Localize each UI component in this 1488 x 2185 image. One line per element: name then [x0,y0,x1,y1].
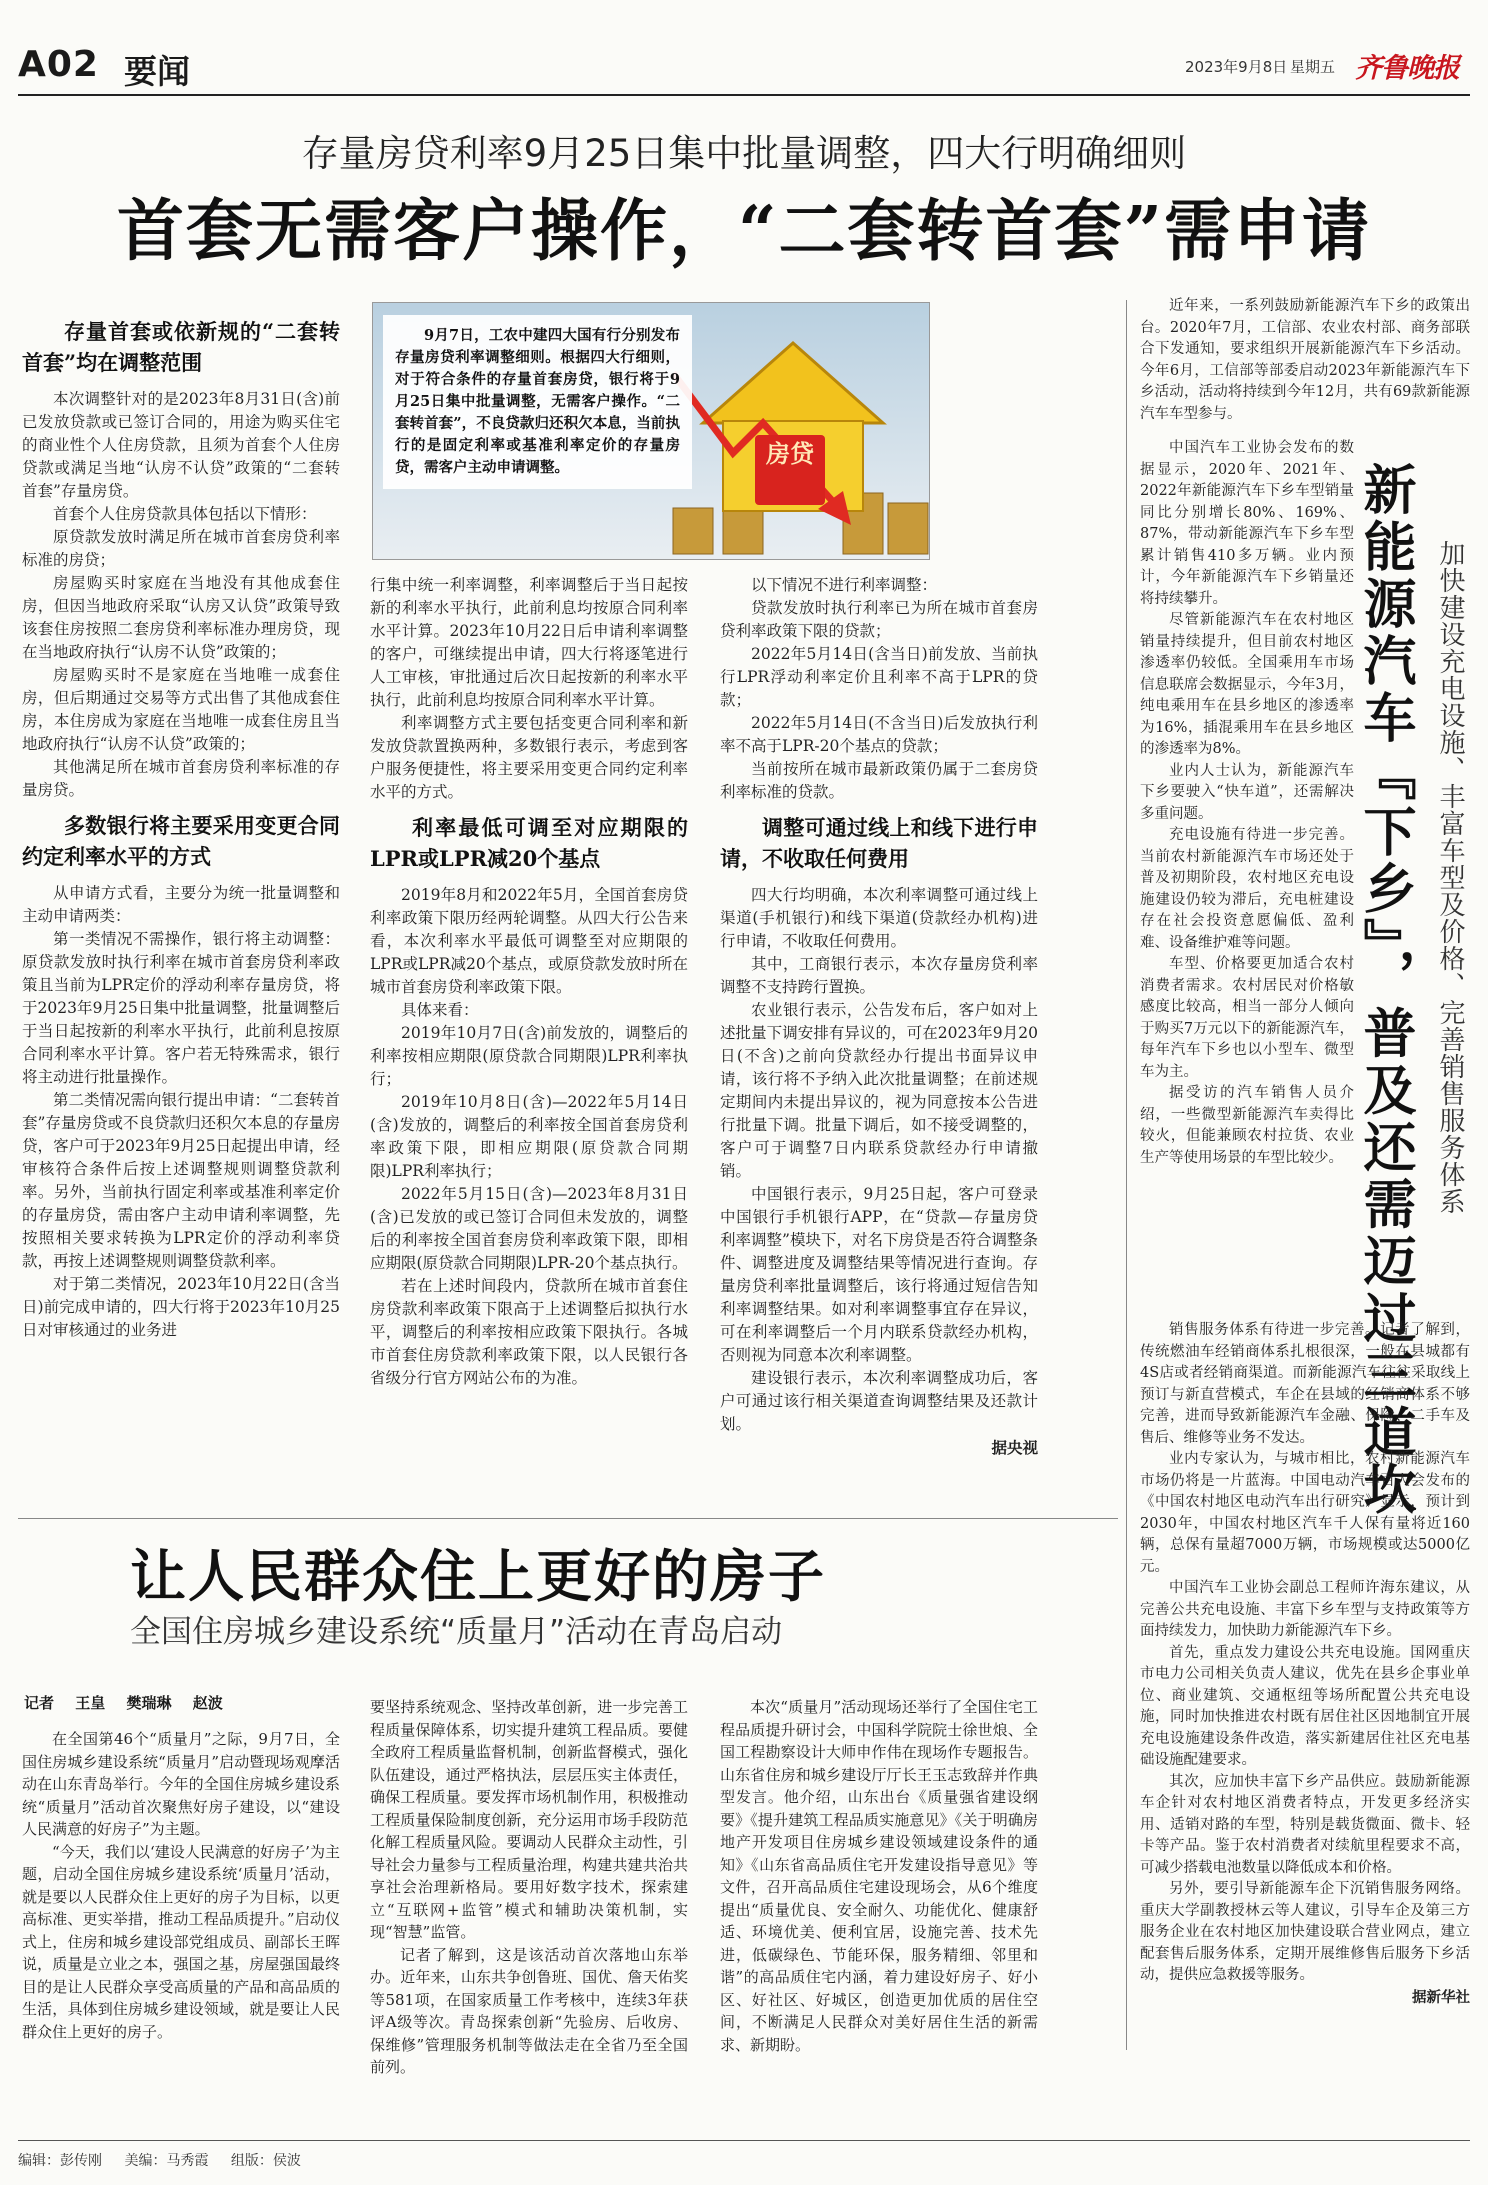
paragraph: 本次“质量月”活动现场还举行了全国住宅工程品质提升研讨会，中国科学院院士徐世烺、全国工程勘察设计大师申作伟在现场作专题报告。山东省住房和城乡建设厅厅长王玉志致辞并作典型发言。他介绍，山东出台《质量强省建设纲要》《提升建筑工程品质实施意见》《关于明确房地产开发项目住房城乡建设领域建设条件的通知》《山东省高品质住宅开发建设指导意见》等文件，召开高品质住宅建设现场会，从6个维度提出“质量优良、安全耐久、功能优化、健康舒适、环境优美、便利宜居，设施完善、技术先进，低碳绿色、节能环保，服务精细、邻里和谐”的高品质住宅内涵，着力建设好房子、好小区、好社区、好城区，创造更加优质的居住空间，不断满足人民群众对美好居住生活的新需求、新期盼。 [720,1698,1038,2054]
paragraph: 近年来，一系列鼓励新能源汽车下乡的政策出台。2020年7月，工信部、农业农村部、商务部联合下发通知，要求组织开展新能源汽车下乡活动。今年6月，工信部等部委启动2023年新能源汽车下乡活动，活动将持续到今年12月，共有69款新能源汽车车型参与。 [1140,298,1470,422]
paragraph: 以下情况不进行利率调整： [751,576,938,594]
paragraph: 2022年5月14日(含当日)前发放、当前执行LPR浮动利率定价且利率不高于LPR的贷款； [720,645,1038,709]
page-number: A02 [18,44,99,85]
paragraph: 2019年10月8日(含)—2022年5月14日(含)发放的，调整后的利率按全国首套房贷利率政策下限，即相应期限(原贷款合同期限)LPR利率执行； [370,1093,688,1180]
story1-subtitle: 存量房贷利率9月25日集中批量调整，四大行明确细则 [301,132,1187,175]
paragraph: 记者了解到，这是该活动首次落地山东举办。近年来，山东共争创鲁班、国优、詹天佑奖等581项，在国家质量工作考核中，连续3年获评A级等次。青岛探索创新“先验房、后收房、保维修”管理服务机制等做法走在全省乃至全国前列。 [370,1945,688,2076]
paragraph: 尽管新能源汽车在农村地区销量持续提升，但目前农村地区渗透率仍较低。全国乘用车市场信息联席会数据显示，今年3月，纯电乘用车在县乡地区的渗透率为16%，插混乘用车在县乡地区的渗透率为8%。 [1140,612,1354,757]
story1-title: 首套无需客户操作，“二套转首套”需申请 [116,191,1372,270]
paragraph: 建设银行表示，本次利率调整成功后，客户可通过该行相关渠道查询调整结果及还款计划。 [720,1369,1038,1433]
paragraph: 第二类情况需向银行提出申请：“二套转首套”存量房贷或不良贷款归还积欠本息的存量房贷，客户可于2023年9月25日起提出申请，经审核符合条件后按上述调整规则调整贷款利率。另外，当前执行固定利率或基准利率定价的存量房贷，需由客户主动申请利率调整，先按照相关要求转换为LPR定价的浮动利率贷款，再按上述调整规则调整贷款利率。 [22,1091,340,1270]
story2-byline [24,1692,239,1713]
story1-column-2 [370,574,688,1390]
paragraph: 从申请方式看，主要分为统一批量调整和主动申请两类： [22,884,340,925]
paragraph: 当前按所在城市最新政策仍属于二套房贷利率标准的贷款。 [720,760,1038,801]
paragraph: 其次，应加快丰富下乡产品供应。鼓励新能源车企针对农村地区消费者特点，开发更多经济实用、适销对路的车型，特别是载货微面、微卡、轻卡等产品。鉴于农村消费者对续航里程要求不高，可减少搭载电池数量以降低成本和价格。 [1140,1773,1470,1876]
footer-credits [18,2150,319,2170]
paragraph: 车型、价格要更加适合农村消费者需求。农村居民对价格敏感度比较高，相当一部分人倾向于购买7万元以下的新能源汽车，每年汽车下乡也以小型车、微型车为主。 [1140,956,1354,1080]
paragraph: 具体来看： [401,1001,479,1019]
paragraph: 利率调整方式主要包括变更合同利率和新发放贷款置换两种，多数银行表示，考虑到客户服务便捷性，将主要采用变更合同约定利率水平的方式。 [370,714,688,801]
paragraph: 2019年10月7日(含)前发放的，调整后的利率按相应期限(原贷款合同期限)LPR利率执行； [370,1024,688,1088]
paragraph: 若在上述时间段内，贷款所在城市首套住房贷款利率政策下限高于上述调整后拟执行水平，调整后的利率按相应政策下限执行。各城市首套住房贷款利率政策下限，以人民银行各省级分行官方网站公布的为准。 [370,1277,688,1387]
paragraph: 要坚持系统观念、坚持改革创新，进一步完善工程质量保障体系，切实提升建筑工程品质。要健全政府工程质量监督机制，创新监督模式，强化队伍建设，通过严格执法，层层压实主体责任，确保工程质量。要发挥市场机制作用，积极推动工程质量保险制度创新，充分运用市场手段防范化解工程质量风险。要调动人民群众主动性，引导社会力量参与工程质量治理，构建共建共治共享社会治理新格局。要用好数字技术，探索建立“互联网+监管”模式和辅助决策机制，实现“智慧”监管。 [370,1698,688,1941]
paragraph: 第一类情况不需操作，银行将主动调整：原贷款发放时执行利率在城市首套房贷利率政策且当前为LPR定价的浮动利率存量房贷，将于2023年9月25日集中批量调整，批量调整后于当日起按新的利率水平执行，此前利息按原合同利率水平计算。客户若无特殊需求，银行将主动进行批量操作。 [22,930,340,1086]
story2-column-3 [720,1696,1038,2056]
story3-middle [1140,438,1354,1169]
story2-title: 让人民群众住上更好的房子 [130,1544,826,1610]
paragraph: “今天，我们以‘建设人民满意的好房子’为主题，启动全国住房城乡建设系统‘质量月’活动，就是要以人民群众住上更好的房子为目标，以更高标准、更实举措，推动工程品质提升。”启动仪式上，住房和城乡建设部党组成员、副部长王晖说，质量是立业之本，强国之基，房屋强国最终目的是让人民群众享受高质量的产品和高品质的生活，具体到住房城乡建设领域，就是要让人民群众住上更好的房子。 [22,1842,340,2041]
story3-bottom [1140,1320,1470,2008]
paragraph: 对于第二类情况，2023年10月22日(含当日)前完成申请的，四大行将于2023年10月25日对审核通过的业务进 [22,1275,340,1339]
photo-caption: 9月7日，工农中建四大国有行分别发布存量房贷利率调整细则。根据四大行细则，对于符合条件的存量首套房贷，银行将于9月25日集中批量调整，无需客户操作。“二套转首套”，不良贷款归还积欠本息，当前执行的是固定利率或基准利率定价的存量房贷，需客户主动申请调整。 [383,315,692,489]
paragraph: 行集中统一利率调整，利率调整后于当日起按新的利率水平执行，此前利息均按原合同利率水平计算。2023年10月22日后申请利率调整的客户，可继续提出申请，四大行将逐笔进行人工审核，审批通过后次日起按新的利率水平执行，此前利息均按原合同利率水平计算。 [370,576,688,709]
byline-author: 赵波 [192,1694,223,1712]
paragraph: 其中，工商银行表示，本次存量房贷利率调整不支持跨行置换。 [720,955,1038,996]
story1-credit: 据央视 [991,1438,1038,1457]
story2-column-2 [370,1696,688,2079]
paragraph: 中国汽车工业协会副总工程师许海东建议，从完善公共充电设施、丰富下乡车型与支持政策等方面持续发力，加快助力新能源汽车下乡。 [1140,1580,1470,1639]
story3-top [1140,296,1470,425]
paragraph: 房屋购买时家庭在当地没有其他成套住房，但因当地政府采取“认房又认贷”政策导致该套住房按照二套房贷利率标准办理房贷，现在当地政府执行“认房不认贷”政策的； [22,574,340,661]
header-rule [18,94,1470,96]
column-divider [1126,300,1127,2050]
story1-column-3 [720,574,1038,1459]
paragraph: 其他满足所在城市首套房贷利率标准的存量房贷。 [22,758,340,799]
designer-credit: 美编：马秀霞 [124,2153,209,2169]
paragraph: 业内人士认为，新能源汽车下乡要驶入“快车道”，还需解决多重问题。 [1140,762,1354,822]
paragraph: 销售服务体系有待进一步完善。记者了解到，传统燃油车经销商体系扎根很深，一般在县城都有4S店或者经销商渠道。而新能源汽车往往采取线上预订与新直营模式，车企在县域的经销商体系不够完善，进而导致新能源汽车金融、保险、二手车及售后、维修等业务不发达。 [1140,1322,1470,1446]
issue-weekday: 星期五 [1290,58,1336,76]
story1-column-1 [22,308,340,1342]
footer-rule [18,2140,1470,2141]
housing-loan-photo [372,302,930,560]
newspaper-logo: 齐鲁晚报 [1355,53,1459,84]
paragraph: 农业银行表示，公告发布后，客户如对上述批量下调安排有异议的，可在2023年9月20日(不含)之前向贷款经办行提出书面异议申请，该行将不予纳入此次批量调整；在前述规定期间内未提出异议的，视为同意按本公告进行批量下调。批量下调后，如不接受调整的，客户可于调整7日内联系贷款经办行申请撤销。 [720,1001,1038,1180]
proof-credit: 组版：侯波 [230,2153,301,2169]
story-divider [18,1518,1118,1519]
byline-author: 樊瑞琳 [126,1694,172,1712]
story1-heading-2: 多数银行将主要采用变更合同约定利率水平的方式 [22,813,340,869]
story3-title: 新能源汽车『下乡』，普及还需迈过三道坎 [1355,462,1417,1519]
story1-heading-3: 利率最低可调至对应期限的LPR或LPR减20个基点 [370,815,688,871]
story1-heading-4: 调整可通过线上和线下进行申请，不收取任何费用 [720,815,1038,871]
paragraph: 另外，要引导新能源车企下沉销售服务网络。重庆大学副教授林云等人建议，引导车企及第三方服务企业在农村地区加快建设联合营业网点，建立配套售后服务体系，定期开展维修售后服务下乡活动，提供应急救援等服务。 [1140,1881,1470,1983]
story1-heading-1: 存量首套或依新规的“二套转首套”均在调整范围 [22,319,340,375]
paragraph: 在全国第46个“质量月”之际，9月7日，全国住房城乡建设系统“质量月”启动暨现场观摩活动在山东青岛举行。今年的全国住房城乡建设系统“质量月”活动首次聚焦好房子建设，以“建设人民满意的好房子”为主题。 [22,1730,340,1838]
house-loan-badge: 房贷 [755,435,825,505]
paragraph: 中国汽车工业协会发布的数据显示，2020年、2021年、2022年新能源汽车下乡车型销量同比分别增长80%、169%、87%，带动新能源汽车下乡车型累计销售410多万辆。业内预计，今年新能源汽车下乡销量还将持续攀升。 [1140,440,1354,607]
paragraph: 原贷款发放时满足所在城市首套房贷利率标准的房贷； [22,528,340,569]
paragraph: 2022年5月14日(不含当日)后发放执行利率不高于LPR-20个基点的贷款； [720,714,1038,755]
paragraph: 首先，重点发力建设公共充电设施。国网重庆市电力公司相关负责人建议，优先在县乡企事业单位、商业建筑、交通枢纽等场所配置公共充电设施，同时加快推进农村既有居住社区因地制宜开展充电设施建设条件改造，落实新建居住社区充电基础设施配建要求。 [1140,1644,1470,1768]
story3-subtitle: 加快建设充电设施、丰富车型及价格、完善销售服务体系 [1435,540,1465,1215]
paragraph: 充电设施有待进一步完善。当前农村新能源汽车市场还处于普及初期阶段，农村地区充电设施建设仍较为滞后，充电桩建设存在社会投资意愿偏低、盈利难、设备维护难等问题。 [1140,827,1354,951]
section-name: 要闻 [124,52,190,91]
issue-date: 2023年9月8日 [1185,58,1288,76]
story3-credit: 据新华社 [1412,1988,1470,2006]
paragraph: 据受访的汽车销售人员介绍，一些微型新能源汽车卖得比较火，但能兼顾农村拉货、农业生产等使用场景的车型比较少。 [1140,1085,1354,1166]
editor-credit: 编辑：彭传刚 [18,2153,102,2169]
byline-author: 王皇 [75,1694,106,1712]
paragraph: 本次调整针对的是2023年8月31日(含)前已发放贷款或已签订合同的，用途为购买住宅的商业性个人住房贷款，且须为首套个人住房贷款或满足当地“认房不认贷”政策的“二套转首套”存量房贷。 [22,390,340,500]
paragraph: 2022年5月15日(含)—2023年8月31日(含)已发放的或已签订合同但未发放的，调整后的利率按全国首套房贷利率政策下限，即相应期限(原贷款合同期限)LPR-20个基点执行。 [370,1185,688,1272]
story2-column-1 [22,1728,340,2043]
paragraph: 2019年8月和2022年5月，全国首套房贷利率政策下限历经两轮调整。从四大行公告来看，本次利率水平最低可调整至对应期限的LPR或LPR减20个基点，或原贷款发放时所在城市首套房贷利率政策下限。 [370,886,688,996]
story2-subtitle: 全国住房城乡建设系统“质量月”活动在青岛启动 [130,1614,783,1650]
paragraph: 首套个人住房贷款具体包括以下情形： [53,505,317,523]
paragraph: 中国银行表示，9月25日起，客户可登录中国银行手机银行APP，在“贷款—存量房贷利率调整”模块下，对名下房贷是否符合调整条件、调整进度及调整结果等情况进行查询。存量房贷利率批量调整后，该行将通过短信告知利率调整结果。如对利率调整事宜存在异议，可在利率调整后一个月内联系贷款经办机构，否则视为同意本次利率调整。 [720,1185,1038,1364]
paragraph: 房屋购买时不是家庭在当地唯一成套住房，但后期通过交易等方式出售了其他成套住房，本住房成为家庭在当地唯一成套住房且当地政府执行“认房不认贷”政策的； [22,666,340,753]
byline-label: 记者 [24,1694,55,1712]
paragraph: 贷款发放时执行利率已为所在城市首套房贷利率政策下限的贷款； [720,599,1038,640]
paragraph: 四大行均明确，本次利率调整可通过线上渠道(手机银行)和线下渠道(贷款经办机构)进行申请，不收取任何费用。 [720,886,1038,950]
paragraph: 业内专家认为，与城市相比，农村新能源汽车市场仍将是一片蓝海。中国电动汽车百人会发布的《中国农村地区电动汽车出行研究》显示，预计到2030年，中国农村地区汽车千人保有量将近160辆，总保有量超7000万辆，市场规模或达5000亿元。 [1140,1451,1470,1575]
